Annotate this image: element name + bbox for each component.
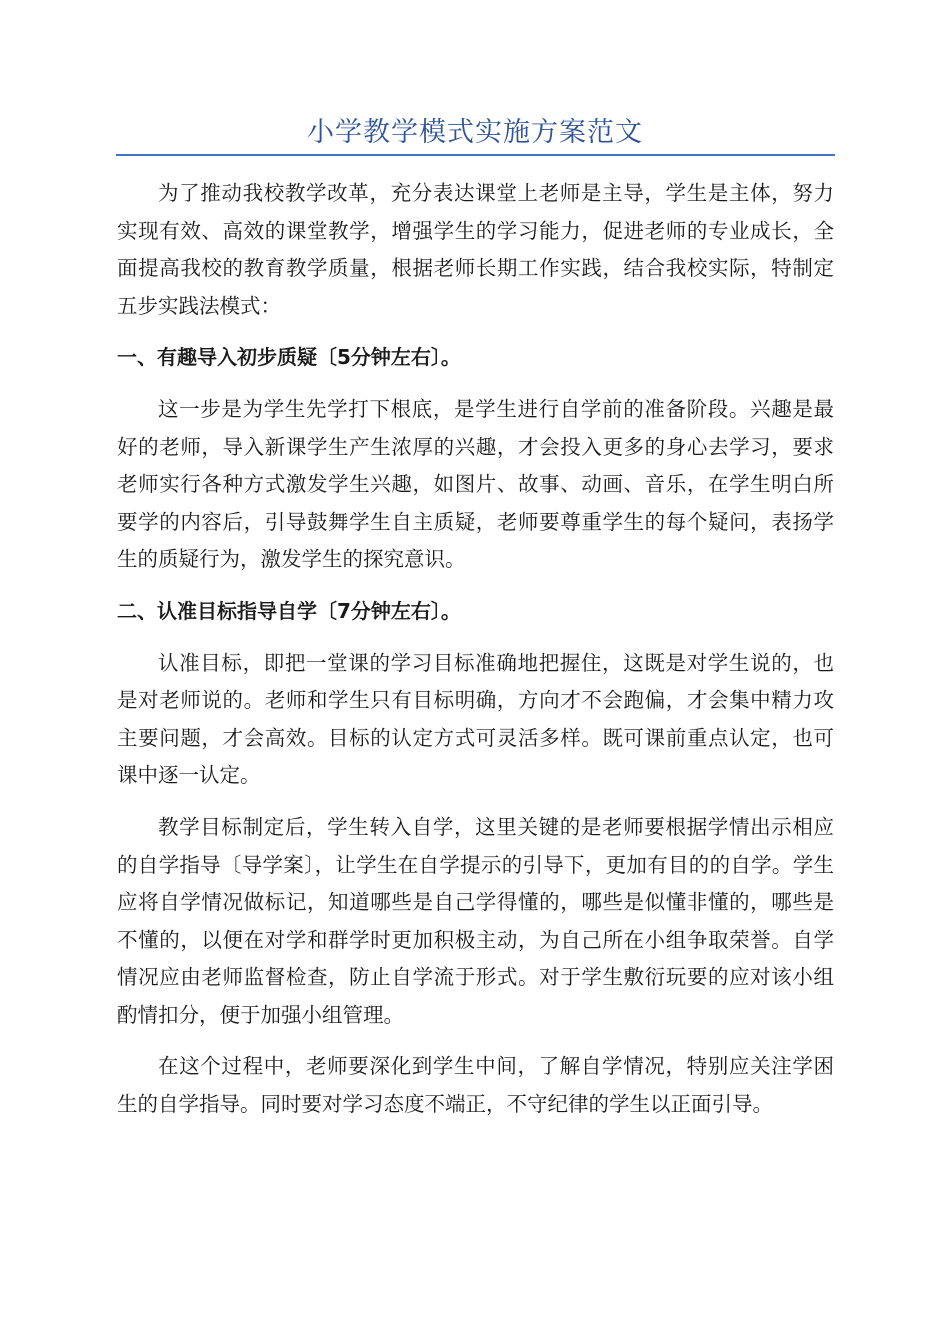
- section-2-paragraph-1: 认准目标，即把一堂课的学习目标准确地把握住，这既是对学生说的，也是对老师说的。老师和学生只有目标明确，方向才不会跑偏，才会集中精力攻主要问题，才会高效。目标的认定方式可灵活多样。既可课前重点认定，也可课中逐一认定。: [117, 650, 834, 788]
- section-heading-2: 二、认准目标指导自学〔7分钟左右〕。: [117, 598, 461, 623]
- document-body: [117, 175, 834, 1138]
- section-heading-1: 一、有趣导入初步质疑〔5分钟左右〕。: [117, 345, 461, 370]
- section-2-paragraph-3: 在这个过程中，老师要深化到学生中间，了解自学情况，特别应关注学困生的自学指导。同时要对学习态度不端正，不守纪律的学生以正面引导。: [117, 1054, 834, 1117]
- section-2-paragraph-2: 教学目标制定后，学生转入自学，这里关键的是老师要根据学情出示相应的自学指导〔导学案〕，让学生在自学提示的引导下，更加有目的的自学。学生应将自学情况做标记，知道哪些是自己学得懂的，哪些是似懂非懂的，哪些是不懂的，以便在对学和群学时更加积极主动，为自己所在小组争取荣誉。自学情况应由老师监督检查，防止自学流于形式。对于学生敷衍玩要的应对该小组酌情扣分，便于加强小组管理。: [117, 814, 834, 1027]
- document-title: 小学教学模式实施方案范文: [307, 117, 643, 148]
- title-underline: [116, 154, 835, 156]
- section-1-paragraph-1: 这一步是为学生先学打下根底，是学生进行自学前的准备阶段。兴趣是最好的老师，导入新课学生产生浓厚的兴趣，才会投入更多的身心去学习，要求老师实行各种方式激发学生兴趣，如图片、故事、动画、音乐，在学生明白所要学的内容后，引导鼓舞学生自主质疑，老师要尊重学生的每个疑问，表扬学生的质疑行为，激发学生的探究意识。: [117, 396, 834, 572]
- intro-paragraph: 为了推动我校教学改革，充分表达课堂上老师是主导，学生是主体，努力实现有效、高效的课堂教学，增强学生的学习能力，促进老师的专业成长，全面提高我校的教育教学质量，根据老师长期工作实践，结合我校实际，特制定五步实践法模式：: [117, 181, 834, 318]
